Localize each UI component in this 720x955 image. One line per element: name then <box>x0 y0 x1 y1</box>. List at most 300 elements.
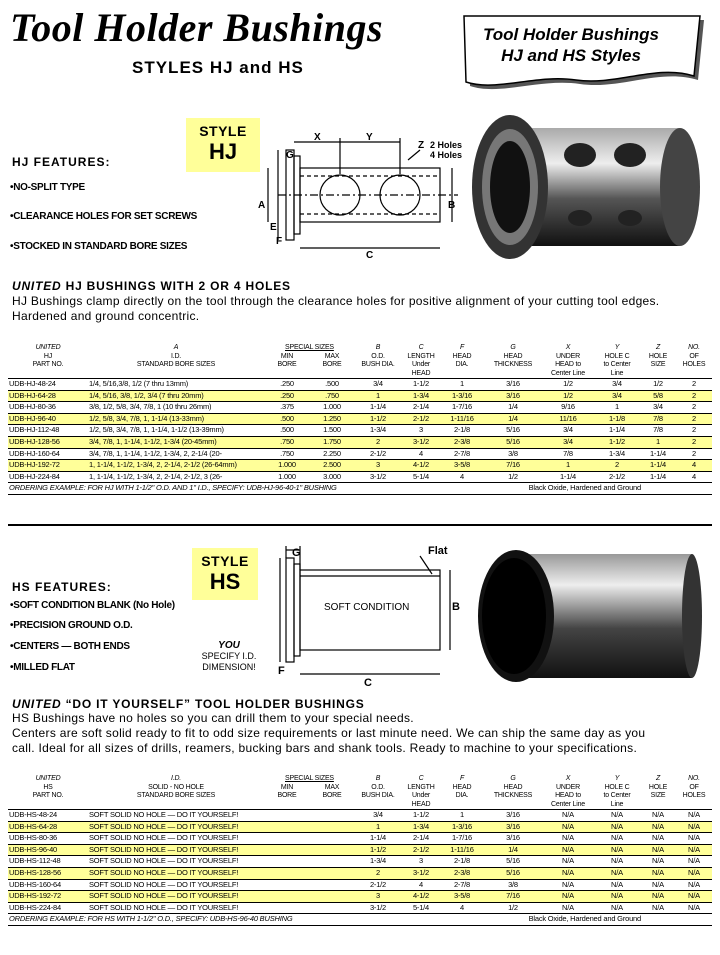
table-cell: 1.000 <box>323 402 341 412</box>
hs-bushing-photo <box>456 538 706 690</box>
table-cell: 1-1/4 <box>608 425 626 435</box>
table-cell: 1, 1-1/4, 1-1/2, 1-3/4, 2, 2-1/4, 2-1/2 (26-64mm) <box>88 460 264 472</box>
table-cell: 1.500 <box>323 425 341 435</box>
table-cell: N/A <box>611 833 623 843</box>
table-cell: N/A <box>562 879 574 889</box>
table-cell: N/A <box>688 810 700 819</box>
table-cell: 1/2 <box>653 379 663 388</box>
hj-feature-item: •NO-SPLIT TYPE <box>10 182 85 193</box>
table-cell <box>264 833 310 845</box>
table-cell <box>310 902 354 914</box>
part-number-cell: UDB-HJ-160-64 <box>9 448 60 458</box>
table-cell: N/A <box>562 810 574 819</box>
table-cell: SOFT SOLID NO HOLE — DO IT YOURSELF! <box>89 902 239 912</box>
table-cell: 3/8, 1/2, 5/8, 3/4, 7/8, 1 (10 thru 26mm) <box>89 402 212 412</box>
table-cell: SOFT SOLID NO HOLE — DO IT YOURSELF! <box>88 821 264 833</box>
you-specify-line: SPECIFY I.D. <box>201 651 257 661</box>
table-cell: 2-1/8 <box>453 425 471 435</box>
table-cell: N/A <box>640 891 676 903</box>
table-cell: 2-7/8 <box>453 448 471 458</box>
table-cell: 1.750 <box>310 436 354 448</box>
table-cell <box>310 810 354 822</box>
table-cell: SOFT SOLID NO HOLE — DO IT YOURSELF! <box>89 879 239 889</box>
part-number-cell: UDB-HS-128-56 <box>8 867 88 879</box>
ordering-example: ORDERING EXAMPLE: FOR HJ WITH 1-1/2" O.D. AND 1" I.D., SPECIFY: UDB-HJ-96-40-1" BUSHING <box>9 483 337 493</box>
table-cell: 9/16 <box>561 402 575 412</box>
table-cell: 4-1/2 <box>402 460 440 472</box>
table-cell: 1/2 <box>542 390 594 402</box>
part-number-cell: UDB-HJ-96-40 <box>8 413 88 425</box>
table-cell: N/A <box>676 821 712 833</box>
table-row <box>8 390 712 402</box>
table-cell: N/A <box>611 879 623 889</box>
dim-c: C <box>364 677 372 689</box>
column-header: Z HOLE SIZE <box>640 773 676 810</box>
table-cell: 1-1/2 <box>594 436 640 448</box>
dim-f: F <box>276 236 283 247</box>
part-number-cell: UDB-HJ-48-24 <box>9 379 56 388</box>
finish-note: Black Oxide, Hardened and Ground <box>528 914 641 924</box>
table-cell: 2-3/8 <box>440 867 484 879</box>
table-cell: 2-1/2 <box>369 448 387 458</box>
table-row <box>8 902 712 914</box>
hs-desc-line: call. Ideal for all sizes of drills, reamers, bucking bars and shank tools. Ready to machine to your specifications. <box>12 741 638 755</box>
table-cell: 1-1/4 <box>369 402 387 412</box>
page-subtitle: STYLES HJ and HS <box>132 58 304 77</box>
dim-b: B <box>448 200 456 211</box>
style-code: HJ <box>208 139 238 164</box>
table-cell: 3/4 <box>653 402 663 412</box>
table-cell: 1-11/16 <box>440 413 484 425</box>
table-cell: 1-1/2 <box>354 413 402 425</box>
table-cell: 1/2, 5/8, 3/4, 7/8, 1, 1-1/4 (13-33mm) <box>88 413 264 425</box>
table-cell: 3/16 <box>484 821 542 833</box>
table-cell: SOFT SOLID NO HOLE — DO IT YOURSELF! <box>89 833 239 843</box>
table-cell <box>264 821 310 833</box>
hj-features-heading: HJ FEATURES: <box>12 155 111 169</box>
table-cell <box>310 856 354 868</box>
hj-desc-line: HJ Bushings clamp directly on the tool through the clearance holes for positive alignment of your cutting tool edges. <box>12 294 660 308</box>
column-header: SPECIAL SIZES MIN BORE <box>264 342 310 379</box>
hs-features-heading: HS FEATURES: <box>12 580 112 594</box>
table-cell: 3-1/2 <box>402 867 440 879</box>
table-cell: 1/4, 5/16,3/8, 1/2 (7 thru 13mm) <box>89 379 189 388</box>
table-cell: 2-1/8 <box>453 856 471 866</box>
table-cell: N/A <box>594 867 640 879</box>
table-cell: N/A <box>542 867 594 879</box>
column-header: G HEAD THICKNESS <box>484 342 542 379</box>
table-cell: N/A <box>688 879 700 889</box>
table-cell <box>264 891 310 903</box>
table-cell: SOFT SOLID NO HOLE — DO IT YOURSELF! <box>88 891 264 903</box>
column-header: F HEAD DIA. <box>440 342 484 379</box>
table-cell: 1-3/4 <box>369 856 387 866</box>
table-cell: 3 <box>419 425 423 435</box>
table-cell: 1-7/16 <box>451 402 473 412</box>
table-cell: 3/16 <box>484 390 542 402</box>
you-specify-line: YOU <box>218 640 240 651</box>
table-cell: 3/4 <box>563 425 573 435</box>
part-number-cell: UDB-HS-112-48 <box>9 856 61 866</box>
soft-condition-label: SOFT CONDITION <box>324 602 410 613</box>
table-cell: 7/8 <box>640 413 676 425</box>
table-cell: 3-5/8 <box>440 891 484 903</box>
table-cell: 3.000 <box>323 471 341 481</box>
table-cell: 3/8 <box>508 448 518 458</box>
style-code: HS <box>209 569 241 594</box>
table-cell: 2-1/2 <box>608 471 626 481</box>
table-cell: N/A <box>611 810 623 819</box>
table-cell: 1 <box>460 810 464 819</box>
column-header: A I.D. STANDARD BORE SIZES <box>88 342 264 379</box>
table-cell: 1-11/16 <box>440 844 484 856</box>
column-header: F HEAD DIA. <box>440 773 484 810</box>
table-cell: 2.250 <box>323 448 341 458</box>
table-cell <box>264 879 310 891</box>
table-cell: 2 <box>676 390 712 402</box>
table-cell: N/A <box>594 844 640 856</box>
part-number-cell: UDB-HJ-112-48 <box>9 425 60 435</box>
table-cell: 3-1/2 <box>402 436 440 448</box>
flat-label: Flat <box>428 545 448 557</box>
table-cell: N/A <box>688 856 700 866</box>
ordering-example: ORDERING EXAMPLE: FOR HS WITH 1-1/2" O.D., SPECIFY: UDB-HS-96-40 BUSHING <box>9 914 293 924</box>
dim-z: Z <box>418 140 425 151</box>
table-row <box>8 413 712 425</box>
table-cell: 2 <box>692 379 696 388</box>
table-cell: 2 <box>692 425 696 435</box>
column-header: X UNDER HEAD to Center Line <box>542 342 594 379</box>
table-cell <box>264 902 310 914</box>
table-cell: 2 <box>594 460 640 472</box>
hs-desc-line: HS Bushings have no holes so you can drill them to your special needs. <box>12 711 414 725</box>
table-cell: N/A <box>652 879 664 889</box>
part-number-cell: UDB-HJ-80-36 <box>9 402 56 412</box>
holes-4: 4 Holes <box>430 150 463 160</box>
dim-b: B <box>452 601 460 613</box>
table-cell: 1-1/2 <box>412 810 430 819</box>
table-cell: N/A <box>611 902 623 912</box>
table-cell: N/A <box>640 844 676 856</box>
column-header: NO. OF HOLES <box>676 773 712 810</box>
table-cell: 4 <box>692 471 696 481</box>
table-cell: 1-1/4 <box>640 460 676 472</box>
table-cell: 3/4 <box>373 379 383 388</box>
column-header: MAX BORE <box>310 773 354 810</box>
table-cell: N/A <box>640 867 676 879</box>
hj-bushing-photo <box>470 100 708 270</box>
table-cell: 3/4 <box>612 379 622 388</box>
table-cell: 1-3/4 <box>369 425 387 435</box>
ordering-example-row <box>8 483 712 495</box>
table-cell: .500 <box>325 379 339 388</box>
part-number-cell: UDB-HS-64-28 <box>8 821 88 833</box>
column-header: G HEAD THICKNESS <box>484 773 542 810</box>
table-cell: 1 <box>640 436 676 448</box>
table-cell: N/A <box>688 833 700 843</box>
hj-feature-item: •CLEARANCE HOLES FOR SET SCREWS <box>10 211 197 222</box>
table-cell: 1/4 <box>484 413 542 425</box>
table-cell: 1-1/4 <box>649 471 667 481</box>
table-cell: 1/4 <box>508 402 518 412</box>
part-number-cell: UDB-HJ-64-28 <box>8 390 88 402</box>
table-cell: 1-3/16 <box>440 821 484 833</box>
part-number-cell: UDB-HJ-192-72 <box>8 460 88 472</box>
table-cell: 7/8 <box>563 448 573 458</box>
table-row <box>8 810 712 822</box>
table-cell: N/A <box>611 856 623 866</box>
table-cell: 5/8 <box>640 390 676 402</box>
table-cell: 1-1/4 <box>369 833 387 843</box>
table-cell: 1.250 <box>310 413 354 425</box>
table-cell: .500 <box>264 413 310 425</box>
table-cell: 4 <box>676 460 712 472</box>
table-cell: 1/2 <box>508 471 518 481</box>
table-cell: N/A <box>652 856 664 866</box>
table-cell: .500 <box>280 425 294 435</box>
hj-feature-item: •STOCKED IN STANDARD BORE SIZES <box>10 241 188 252</box>
table-cell: 4-1/2 <box>402 891 440 903</box>
table-row <box>8 867 712 879</box>
table-cell: .750 <box>310 390 354 402</box>
dim-y: Y <box>366 132 373 143</box>
table-cell: 2-3/8 <box>440 436 484 448</box>
table-cell: 1-3/16 <box>440 390 484 402</box>
table-cell: 1-1/4 <box>559 471 577 481</box>
table-cell <box>264 867 310 879</box>
holes-2: 2 Holes <box>430 140 463 150</box>
style-hs-badge <box>192 548 258 600</box>
table-cell: N/A <box>652 902 664 912</box>
table-cell <box>264 856 310 868</box>
hj-description <box>12 294 712 324</box>
style-hj-badge <box>186 118 260 172</box>
table-cell: 5/16 <box>506 856 520 866</box>
page-title: Tool Holder Bushings <box>10 5 384 50</box>
dim-c: C <box>366 250 374 261</box>
column-header: SPECIAL SIZES MIN BORE <box>264 773 310 810</box>
table-cell: 3/4 <box>542 436 594 448</box>
table-cell: SOFT SOLID NO HOLE — DO IT YOURSELF! <box>88 867 264 879</box>
banner-line-1: Tool Holder Bushings <box>483 25 659 44</box>
style-label: STYLE <box>201 553 249 569</box>
hs-feature-item: •PRECISION GROUND O.D. <box>10 620 133 631</box>
table-cell <box>264 810 310 822</box>
table-cell: 2-1/2 <box>402 413 440 425</box>
table-cell: 3/4 <box>594 390 640 402</box>
table-cell: 5/16 <box>484 867 542 879</box>
table-cell: 3/4, 7/8, 1, 1-1/4, 1-1/2, 1-3/4, 2, 2-1/4 (20- <box>89 448 222 458</box>
table-cell: N/A <box>562 902 574 912</box>
table-cell: N/A <box>676 891 712 903</box>
table-cell: N/A <box>652 810 664 819</box>
table-cell: 2-7/8 <box>453 879 471 889</box>
table-cell: 7/8 <box>653 425 663 435</box>
table-cell: 1-1/2 <box>412 379 430 388</box>
table-cell: 1-3/4 <box>402 821 440 833</box>
table-row <box>8 821 712 833</box>
table-cell: 3/16 <box>506 810 520 819</box>
table-cell: 2 <box>354 436 402 448</box>
you-specify-note <box>196 640 262 673</box>
part-number-cell: UDB-HS-224-84 <box>9 902 62 912</box>
special-sizes-label: SPECIAL SIZES <box>285 344 334 351</box>
dim-x: X <box>314 132 321 143</box>
hs-feature-item: •MILLED FLAT <box>10 662 75 673</box>
table-cell: 2 <box>692 448 696 458</box>
table-cell: 2-1/4 <box>412 833 430 843</box>
column-header: Y HOLE C to Center Line <box>594 773 640 810</box>
table-cell: N/A <box>688 902 700 912</box>
table-cell: .250 <box>280 379 294 388</box>
table-cell: 4 <box>460 471 464 481</box>
table-cell: N/A <box>542 891 594 903</box>
table-cell: 2 <box>354 867 402 879</box>
table-header-row <box>8 342 712 379</box>
table-cell: 3/4 <box>373 810 383 819</box>
table-cell: .375 <box>280 402 294 412</box>
table-cell: 5-1/4 <box>412 902 430 912</box>
table-cell: SOFT SOLID NO HOLE — DO IT YOURSELF! <box>89 856 239 866</box>
table-cell: N/A <box>676 844 712 856</box>
part-number-cell: UDB-HS-48-24 <box>9 810 58 819</box>
table-cell: 1-7/16 <box>451 833 473 843</box>
table-cell: N/A <box>594 821 640 833</box>
hj-desc-line: Hardened and ground concentric. <box>12 309 200 323</box>
table-cell: 2-1/2 <box>402 844 440 856</box>
table-row <box>8 891 712 903</box>
column-header: X UNDER HEAD to Center Line <box>542 773 594 810</box>
table-cell: 1.000 <box>278 471 296 481</box>
table-cell: 1-1/8 <box>594 413 640 425</box>
brand-em: UNITED <box>12 697 62 711</box>
table-cell: N/A <box>640 821 676 833</box>
table-cell: 3/4, 7/8, 1, 1-1/4, 1-1/2, 1-3/4 (20-45mm) <box>88 436 264 448</box>
hj-section-heading <box>12 279 291 293</box>
table-cell: 3/16 <box>506 833 520 843</box>
part-number-cell: UDB-HS-96-40 <box>8 844 88 856</box>
hs-desc-line: Centers are soft solid ready to fit to odd size requirements or last minute need. We can ship the same day as you <box>12 726 646 740</box>
table-cell: 1 <box>615 402 619 412</box>
table-cell: 1 <box>460 379 464 388</box>
table-cell <box>310 891 354 903</box>
table-cell: SOFT SOLID NO HOLE — DO IT YOURSELF! <box>89 810 239 819</box>
dim-e: E <box>270 222 277 233</box>
table-cell: 3 <box>354 460 402 472</box>
dim-a: A <box>258 200 266 211</box>
table-cell: 3 <box>419 856 423 866</box>
heading-text: HJ BUSHINGS WITH 2 OR 4 HOLES <box>61 279 291 293</box>
table-row <box>8 402 712 414</box>
dim-g: G <box>292 547 301 559</box>
part-number-cell: UDB-HJ-128-56 <box>8 436 88 448</box>
column-header: Y HOLE C to Center Line <box>594 342 640 379</box>
special-sizes-label: SPECIAL SIZES <box>285 775 334 782</box>
table-cell: 1.000 <box>264 460 310 472</box>
hs-spec-table <box>8 773 712 926</box>
table-cell: 1-3/4 <box>608 448 626 458</box>
table-row <box>8 879 712 891</box>
style-label: STYLE <box>199 123 247 139</box>
banner-line-2: HJ and HS Styles <box>501 46 641 65</box>
table-row <box>8 471 712 483</box>
column-header: UNITED HJ PART NO. <box>8 342 88 379</box>
table-cell: 2.500 <box>310 460 354 472</box>
table-cell: 4 <box>460 902 464 912</box>
table-cell: 4 <box>419 879 423 889</box>
table-row <box>8 856 712 868</box>
table-cell: 7/16 <box>484 460 542 472</box>
table-cell: 1 <box>542 460 594 472</box>
table-cell: 1/2 <box>563 379 573 388</box>
table-cell: 2 <box>676 413 712 425</box>
table-cell: 1 <box>354 821 402 833</box>
table-cell <box>310 821 354 833</box>
table-cell: 3/16 <box>506 379 520 388</box>
table-cell <box>264 844 310 856</box>
table-cell: .750 <box>264 436 310 448</box>
table-cell: N/A <box>562 856 574 866</box>
column-header: C LENGTH Under HEAD <box>402 342 440 379</box>
table-cell: 2-1/4 <box>412 402 430 412</box>
table-cell: 1/4, 5/16, 3/8, 1/2, 3/4 (7 thru 20mm) <box>88 390 264 402</box>
finish-note: Black Oxide, Hardened and Ground <box>528 483 641 493</box>
ordering-example-row <box>8 914 712 926</box>
table-cell: 2 <box>676 436 712 448</box>
part-number-cell: UDB-HS-160-64 <box>9 879 62 889</box>
table-row <box>8 425 712 437</box>
table-cell: 3-1/2 <box>369 902 387 912</box>
table-cell: 1/2, 5/8, 3/4, 7/8, 1, 1-1/4, 1-1/2 (13-39mm) <box>89 425 224 435</box>
column-header: I.D. SOLID - NO HOLE STANDARD BORE SIZES <box>88 773 264 810</box>
table-header-row <box>8 773 712 810</box>
table-row <box>8 844 712 856</box>
hj-technical-drawing <box>258 130 468 260</box>
section-divider <box>8 524 712 526</box>
column-header: MAX BORE <box>310 342 354 379</box>
table-cell: N/A <box>562 833 574 843</box>
table-cell: 11/16 <box>542 413 594 425</box>
table-cell: 2 <box>692 402 696 412</box>
table-row <box>8 436 712 448</box>
table-cell: 3 <box>354 891 402 903</box>
part-number-cell: UDB-HS-192-72 <box>8 891 88 903</box>
table-row <box>8 379 712 391</box>
heading-text: “DO IT YOURSELF” TOOL HOLDER BUSHINGS <box>61 697 365 711</box>
table-cell: 1/2 <box>508 902 518 912</box>
table-cell: 3/8 <box>508 879 518 889</box>
table-cell: N/A <box>676 867 712 879</box>
table-cell: N/A <box>542 844 594 856</box>
column-header: B O.D. BUSH DIA. <box>354 342 402 379</box>
column-header: Z HOLE SIZE <box>640 342 676 379</box>
table-cell: 3-5/8 <box>440 460 484 472</box>
table-cell: N/A <box>594 891 640 903</box>
table-cell: 1, 1-1/4, 1-1/2, 1-3/4, 2, 2-1/4, 2-1/2, 3 (26- <box>89 471 223 481</box>
table-cell: .250 <box>264 390 310 402</box>
table-cell: N/A <box>652 833 664 843</box>
table-cell: 1-3/4 <box>402 390 440 402</box>
hs-section-heading <box>12 697 365 711</box>
table-cell: 5/16 <box>484 436 542 448</box>
hs-technical-drawing <box>272 540 472 688</box>
hs-feature-item: •SOFT CONDITION BLANK (No Hole) <box>10 600 175 611</box>
part-number-cell: UDB-HS-80-36 <box>9 833 58 843</box>
table-cell: .750 <box>280 448 294 458</box>
hs-description <box>12 711 712 756</box>
table-cell: 1-1/4 <box>649 448 667 458</box>
table-cell <box>310 879 354 891</box>
